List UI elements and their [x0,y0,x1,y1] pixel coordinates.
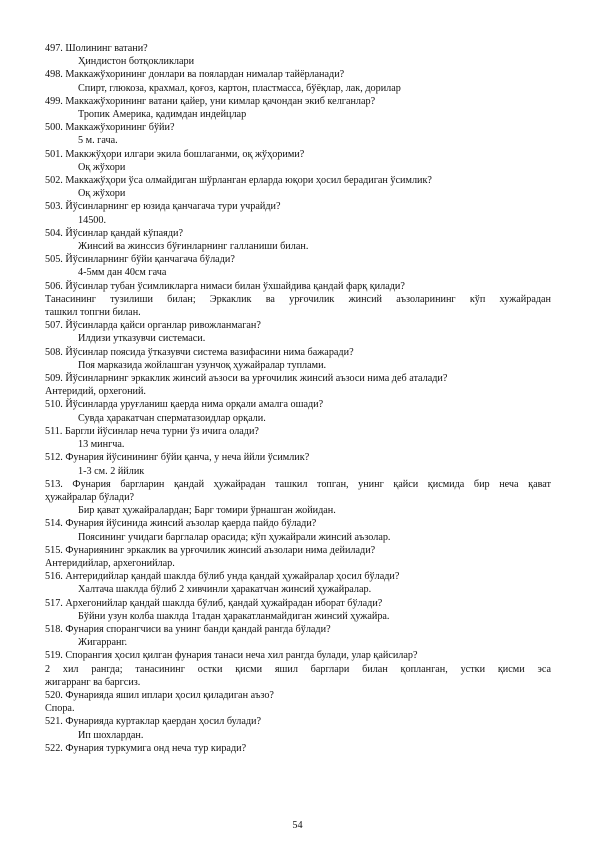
answer-line: 4-5мм дан 40см гача [78,267,167,279]
document-page [45,42,551,755]
text-line: 513. Фунария баргларин қандай ҳужайрадан ташкил топган, унинг қайси қисмида бир неча қават [45,478,551,490]
question-line: 499. Маккажўхорининг ватани қайер, уни кимлар қачондан экиб келганлар? [45,95,376,107]
question-line: 502. Маккажўҳори ўса олмайдиган шўрланган ерларда юқори ҳосил берадиган ўсимлик? [45,175,432,187]
answer-line: Жинсий ва жинссиз бўғинларнинг галланиши билан. [78,241,309,253]
question-line: 506. Йўсинлар тубан ўсимликларга нимаси билан ўхшайдива қандай фарқ қилади? [45,280,405,292]
question-line: 512. Фунария йўсинининг бўйи қанча, у неча ййли ўсимлик? [45,452,310,464]
question-line: 500. Маккажўхорининг бўйи? [45,122,175,134]
answer-line: Илдизи утказувчи системаси. [78,333,206,345]
answer-line: Жигарранг. [78,637,128,649]
answer-line: Спирт, глюкоза, крахмал, қоғоз, картон, пластмасса, бўёқлар, лак, дорилар [78,82,401,94]
answer-line: Ип шохлардан. [78,729,144,741]
question-line: 518. Фунария спорангчиси ва унинг банди қандай рангда бўлади? [45,623,331,635]
answer-line: Оқ жўхори [78,161,126,173]
answer-line: Бир қават ҳужайралардан; Барг томири ўрнашган жойидан. [78,505,336,517]
answer-line: Поясининг учидаги барглалар орасида; кўп ҳужайрали жинсий аъзолар. [78,531,391,543]
question-line: 507. Йўсинларда қайси органлар ривожланмаган? [45,320,261,332]
answer-line: Халтача шаклда бўлиб 2 хивчинли ҳаракатчан жинсий ҳужайралар. [78,584,372,596]
answer-line: Оқ жўхори [78,188,126,200]
text-line: Спора. [45,703,75,715]
text-line: ҳужайралар бўлади? [45,491,135,503]
answer-line: Сувда ҳаракатчан сперматазоидлар орқали. [78,412,266,424]
question-line: 497. Шолининг ватани? [45,43,148,54]
question-line: 498. Маккажўхорининг донлари ва поялардан нималар тайёрланади? [45,69,345,81]
text-line: Танасининг тузилиши билан; Эркаклик ва урғочилик жинсий аъзоларининг кўп хужайрадан [45,293,551,305]
answer-line: 13 мингча. [78,439,125,451]
answer-line: 5 м. гача. [78,135,118,147]
question-line: 501. Маккжўҳори илгари экила бошлаганми, оқ жўҳорими? [45,148,305,160]
text-line: ташкил топгни билан. [45,307,141,319]
page-number: 54 [292,820,303,831]
text-line: 2 хил рангда; танасининг остки қисми яшил барглари билан қопланган, устки қисми эса [45,663,551,675]
answer-line: Ҳиндистон ботқокликлари [78,56,195,68]
question-line: 519. Спорангия ҳосил қилган фунария танаси неча хил рангда булади, улар қайсилар? [45,650,418,662]
question-line: 511. Баргли йўсинлар неча турни ўз ичига олади? [45,425,259,437]
question-line: 515. Фунариянинг эркаклик ва урғочилик жинсий аъзолари нима дейилади? [45,544,376,556]
question-line: 505. Йўсинларнинг бўйи қанчагача бўлади? [45,254,235,266]
question-line: 504. Йўсинлар қандай кўпаяди? [45,227,183,239]
question-line: 510. Йўсинларда уруғланиш қаерда нима орқали амалга ошади? [45,399,324,411]
text-line: жигарранг ва баргсиз. [45,676,141,688]
answer-line: Бўйни узун колба шаклда 1тадан ҳаракатланмайдиган жинсий ҳужайра. [78,610,390,622]
answer-line: Поя марказида жойлашган узунчоқ ҳужайралар туплами. [78,359,327,371]
text-line: Антеридийлар, архегонийлар. [45,557,175,569]
answer-line: 1-3 см. 2 ййлик [78,465,145,477]
question-line: 522. Фунария туркумига онд неча тур киради? [45,742,247,754]
question-line: 516. Антеридийлар қандай шаклда бўлиб унда қандай ҳужайралар ҳосил бўлади? [45,571,400,583]
answer-line: Тропик Америка, қадимдан индейцлар [78,109,247,121]
question-line: 514. Фунария йўсинида жинсий аъзолар қаерда пайдо бўлади? [45,518,317,530]
question-line: 503. Йўсинларнинг ер юзида қанчагача тури учрайди? [45,201,281,213]
question-line: 521. Фунарияда куртаклар қаердан ҳосил булади? [45,716,262,728]
text-line: Антеридий, орхегоний. [45,386,146,398]
question-line: 520. Фунарияда яшил иплари ҳосил қиладиган аъзо? [45,689,274,701]
question-line: 508. Йўсинлар поясида ўтказувчи система вазифасини нима бажаради? [45,346,354,358]
question-line: 517. Архегонийлар қандай шаклда бўлиб, қандай ҳужайрадан иборат бўлади? [45,597,383,609]
answer-line: 14500. [78,214,107,226]
question-line: 509. Йўсинларнинг эркаклик жинсий аъзоси ва урғочилик жинсий аъзоси нима деб аталади? [45,373,448,385]
